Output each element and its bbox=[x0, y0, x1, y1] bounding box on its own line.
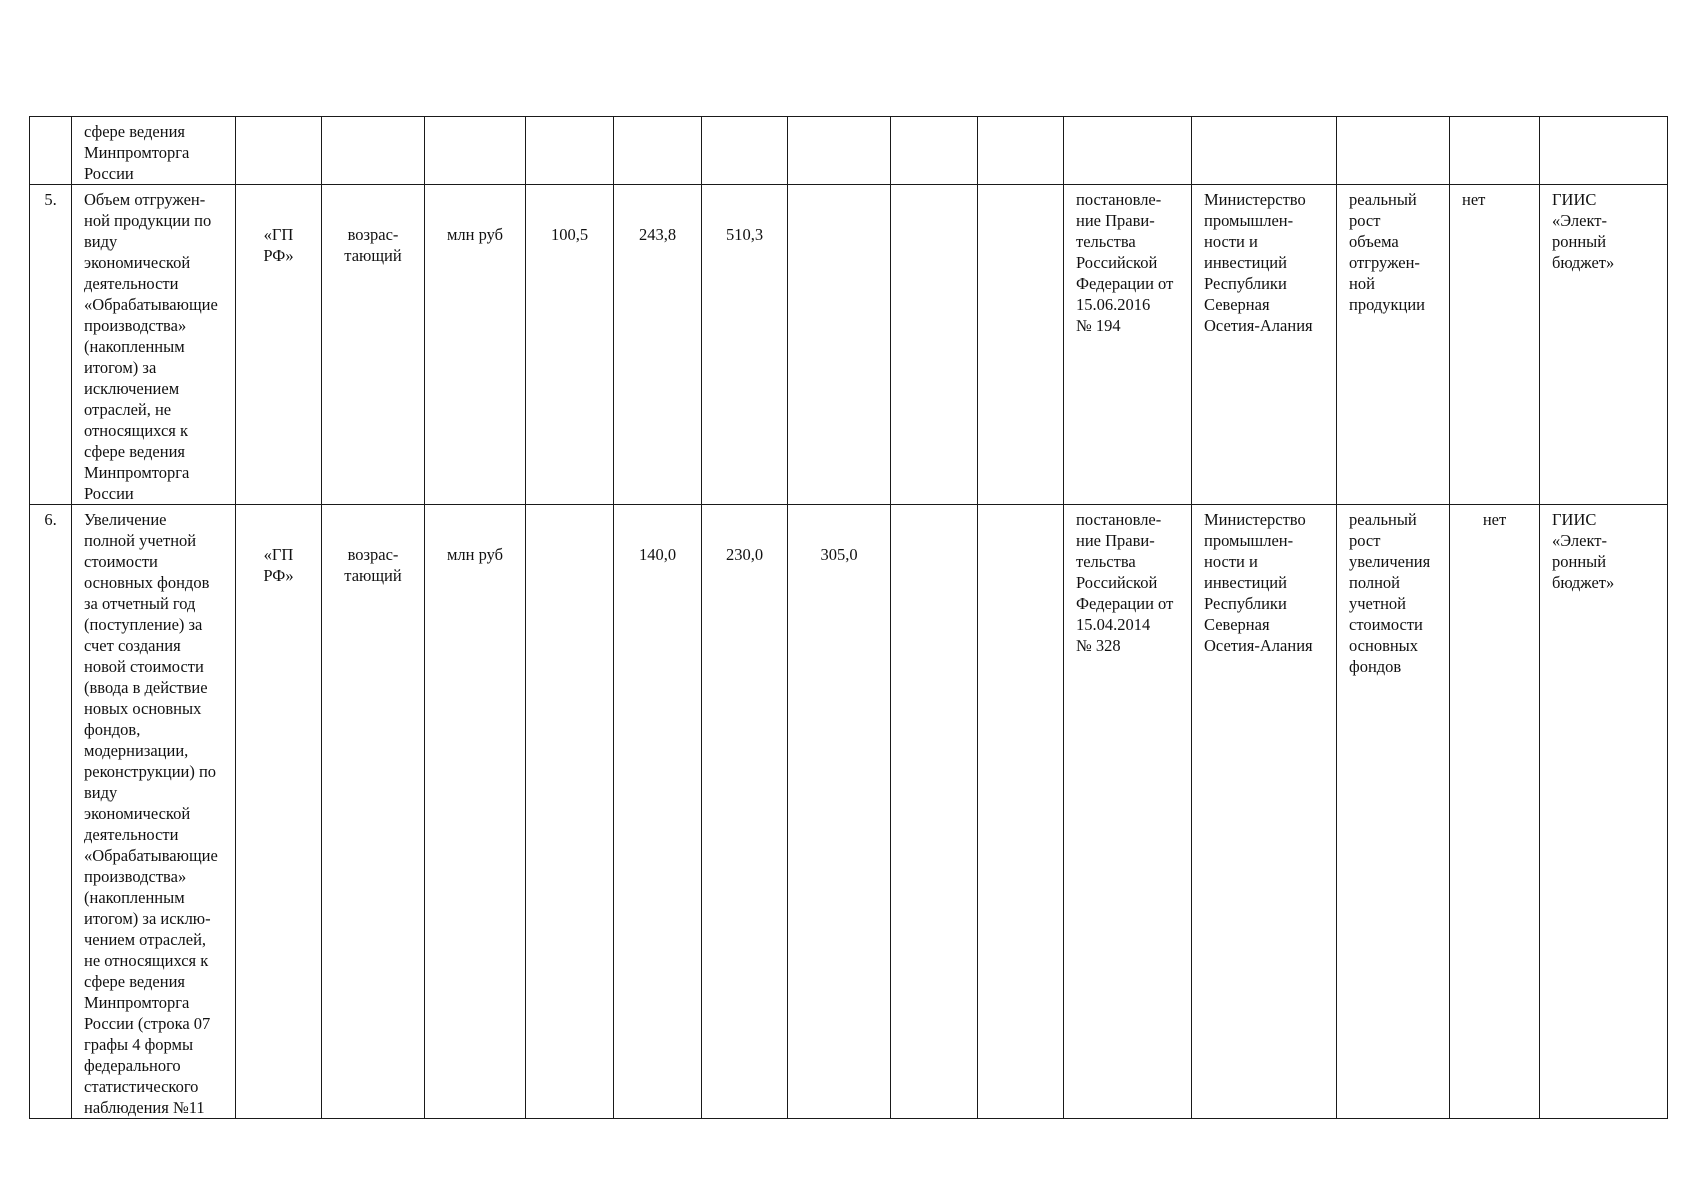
value-4: 305,0 bbox=[820, 545, 858, 564]
unit: млн руб bbox=[446, 225, 504, 244]
value-cell bbox=[891, 117, 978, 185]
indicator-name-cell bbox=[72, 505, 236, 1119]
flag-value: нет bbox=[1462, 190, 1486, 209]
row-number: 5. bbox=[44, 190, 57, 209]
responsible-agency: Министерство промышлен- ности и инвестиций Республики Северная Осетия-Алания bbox=[1204, 190, 1313, 335]
value-6 bbox=[978, 505, 1063, 544]
information-system: ГИИС «Элект- ронный бюджет» bbox=[1552, 510, 1615, 592]
program-cell bbox=[236, 117, 322, 185]
trend: возрас- тающий bbox=[344, 545, 402, 585]
indicator-description bbox=[1337, 117, 1449, 121]
trend bbox=[322, 117, 424, 121]
legal-document bbox=[1064, 117, 1191, 121]
value-cell bbox=[526, 117, 614, 185]
document-cell bbox=[1064, 185, 1192, 505]
value-cell bbox=[978, 505, 1064, 1119]
value-5 bbox=[891, 117, 977, 121]
value-cell bbox=[702, 505, 788, 1119]
indicator-name: Увеличение полной учетной стоимости основных фондов за отчетный год (поступление) за счет создания новой стоимости (ввода в действие новых основных фондов, модернизации, реконструкции) по виду экономической деятельности «Обрабатывающие производства» (накопленным итогом) за исклю- чением отраслей, не относящихся к сфере ведения Минпромторга России (строка 07 графы 4 формы федерального статистического наблюдения №11 bbox=[84, 510, 218, 1117]
value-cell bbox=[788, 505, 891, 1119]
table-row bbox=[30, 117, 1668, 185]
unit-cell bbox=[425, 117, 526, 185]
information-system: ГИИС «Элект- ронный бюджет» bbox=[1552, 190, 1615, 272]
legal-document: постановле- ние Прави- тельства Российской Федерации от 15.04.2014 № 328 bbox=[1076, 510, 1174, 655]
value-1 bbox=[526, 117, 613, 121]
value-cell bbox=[614, 505, 702, 1119]
value-cell bbox=[526, 185, 614, 505]
program-cell bbox=[236, 185, 322, 505]
program bbox=[236, 117, 321, 121]
value-2: 243,8 bbox=[638, 225, 677, 244]
flag-cell bbox=[1450, 505, 1540, 1119]
value-5 bbox=[891, 505, 977, 544]
value-cell bbox=[788, 117, 891, 185]
trend: возрас- тающий bbox=[344, 225, 402, 265]
program-cell bbox=[236, 505, 322, 1119]
unit-cell bbox=[425, 505, 526, 1119]
indicator-description: реальный рост увеличения полной учетной стоимости основных фондов bbox=[1349, 510, 1431, 676]
table-row bbox=[30, 505, 1668, 1119]
document-cell bbox=[1064, 117, 1192, 185]
description-cell bbox=[1337, 505, 1450, 1119]
indicator-name: сфере ведения Минпромторга России bbox=[84, 122, 190, 183]
value-5 bbox=[891, 185, 977, 224]
responsible-agency bbox=[1192, 117, 1336, 121]
flag-value bbox=[1450, 117, 1539, 121]
description-cell bbox=[1337, 185, 1450, 505]
unit-cell bbox=[425, 185, 526, 505]
value-cell bbox=[702, 185, 788, 505]
value-cell bbox=[702, 117, 788, 185]
value-1 bbox=[526, 505, 613, 544]
value-cell bbox=[891, 505, 978, 1119]
row-number bbox=[30, 117, 71, 121]
agency-cell bbox=[1192, 505, 1337, 1119]
program: «ГП РФ» bbox=[263, 545, 294, 585]
value-cell bbox=[978, 117, 1064, 185]
document-cell bbox=[1064, 505, 1192, 1119]
legal-document: постановле- ние Прави- тельства Российской Федерации от 15.06.2016 № 194 bbox=[1076, 190, 1174, 335]
flag-cell bbox=[1450, 117, 1540, 185]
row-number-cell bbox=[30, 185, 72, 505]
value-cell bbox=[526, 505, 614, 1119]
row-number: 6. bbox=[44, 510, 57, 529]
indicator-table bbox=[29, 116, 1668, 1119]
flag-cell bbox=[1450, 185, 1540, 505]
system-cell bbox=[1540, 505, 1668, 1119]
information-system bbox=[1540, 117, 1667, 121]
trend-cell bbox=[322, 505, 425, 1119]
value-cell bbox=[891, 185, 978, 505]
value-cell bbox=[978, 185, 1064, 505]
row-number-cell bbox=[30, 505, 72, 1119]
indicator-name-cell bbox=[72, 117, 236, 185]
value-cell bbox=[614, 117, 702, 185]
trend-cell bbox=[322, 185, 425, 505]
value-6 bbox=[978, 185, 1063, 224]
indicator-name-cell bbox=[72, 185, 236, 505]
value-cell bbox=[614, 185, 702, 505]
agency-cell bbox=[1192, 185, 1337, 505]
indicator-description: реальный рост объема отгружен- ной продукции bbox=[1349, 190, 1426, 314]
unit bbox=[425, 117, 525, 121]
unit: млн руб bbox=[446, 545, 504, 564]
program: «ГП РФ» bbox=[263, 225, 294, 265]
system-cell bbox=[1540, 185, 1668, 505]
flag-value: нет bbox=[1482, 510, 1507, 529]
value-4 bbox=[788, 117, 890, 121]
trend-cell bbox=[322, 117, 425, 185]
description-cell bbox=[1337, 117, 1450, 185]
value-1: 100,5 bbox=[550, 225, 589, 244]
value-4 bbox=[788, 185, 890, 224]
table-row bbox=[30, 185, 1668, 505]
indicator-name: Объем отгружен- ной продукции по виду экономической деятельности «Обрабатывающие производства» (накопленным итогом) за исключением отраслей, не относящихся к сфере ведения Минпромторга России bbox=[84, 190, 218, 503]
value-3: 510,3 bbox=[725, 225, 764, 244]
row-number-cell bbox=[30, 117, 72, 185]
system-cell bbox=[1540, 117, 1668, 185]
value-2: 140,0 bbox=[638, 545, 677, 564]
value-3: 230,0 bbox=[725, 545, 764, 564]
value-6 bbox=[978, 117, 1063, 121]
value-cell bbox=[788, 185, 891, 505]
value-3 bbox=[702, 117, 787, 121]
agency-cell bbox=[1192, 117, 1337, 185]
responsible-agency: Министерство промышлен- ности и инвестиций Республики Северная Осетия-Алания bbox=[1204, 510, 1313, 655]
value-2 bbox=[614, 117, 701, 121]
